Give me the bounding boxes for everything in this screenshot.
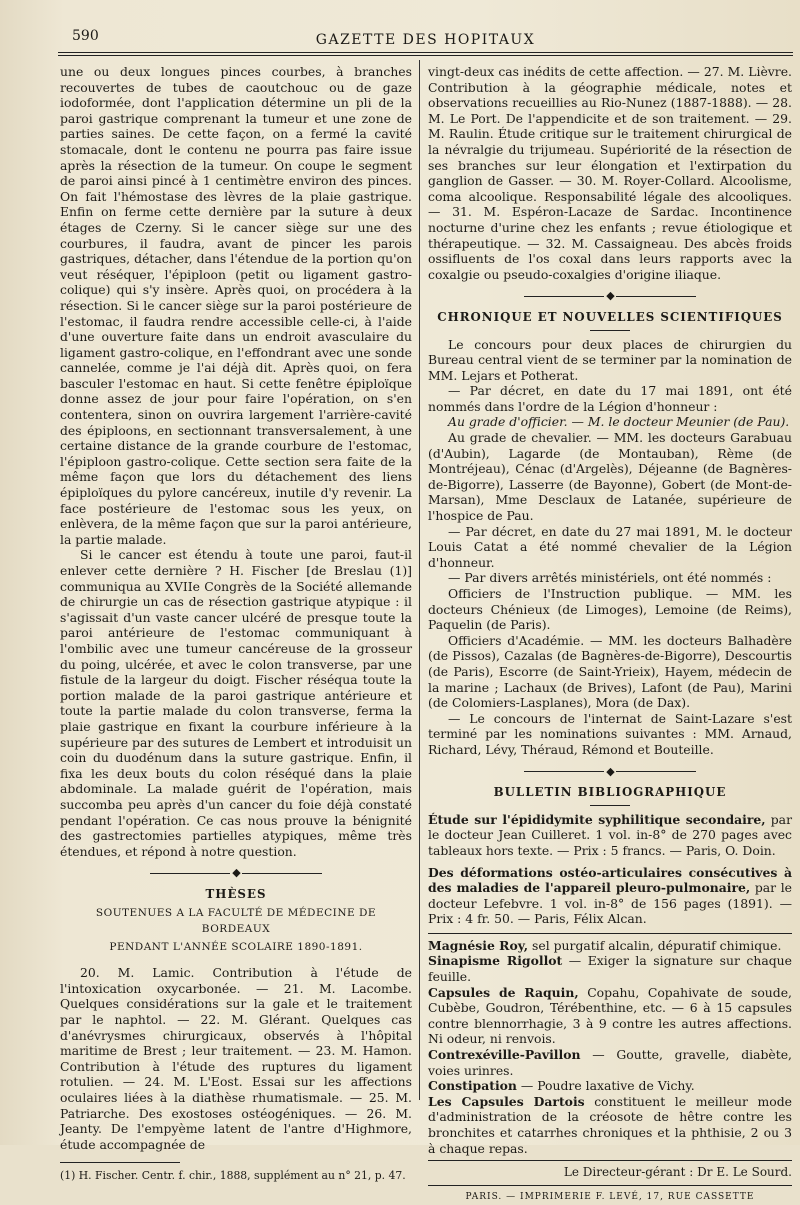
theses-continued: vingt-deux cas inédits de cette affection. — 27. M. Lièvre. Contribution à la géographie médicale, notes et observations recueillies au Rio-Nunez (1887-1888). — 28. M. Le Port. De l'appendicite et de son traitement. — 29. M. Raulin. Étude critique sur le traitement chirurgical de la névralgie du trijumeau. Supériorité de la résection de ses branches sur leur élongation et l'extirpation du ganglion de Gasser. — 30. M. Royer-Collard. Alcoolisme, coma alcoolique. Responsabilité légale des alcooliques. — 31. M. Espéron-Lacaze de Sardac. Incontinence nocturne d'urine chez les enfants ; revue étiologique et thérapeutique. — 32. M. Cassaigneau. Des abcès froids ossifluents de l'os coxal dans leurs rapports avec la coxalgie ou pseudo-coxalgies d'origine iliaque. <box>428 64 792 282</box>
theses-subtitle-year: PENDANT L'ANNÉE SCOLAIRE 1890-1891. <box>109 940 363 953</box>
news-item: — Par divers arrêtés ministériels, ont été nommés : <box>448 570 772 586</box>
advertisement: Les Capsules Dartois constituent le meilleur mode d'administration de la créosote de hêtre contre les bronchites et catarrhes chroniques et la phthisie, 2 ou 3 à chaque repas. <box>428 1093 792 1156</box>
header-rule <box>58 52 793 53</box>
news-item: — Le concours de l'internat de Saint-Lazare s'est terminé par les nominations suivantes : MM. Arnaud, Richard, Lévy, Théraud, Rémond et Bouteille. <box>428 710 792 757</box>
advertisement: Constipation — Poudre laxative de Vichy. <box>428 1078 695 1094</box>
news-item: Au grade d'officier. — M. le docteur Meunier (de Pau). <box>448 414 790 430</box>
footnote-rule <box>60 1162 180 1163</box>
section-title-chronique: CHRONIQUE ET NOUVELLES SCIENTIFIQUES <box>437 309 783 324</box>
news-item: Officiers d'Académie. — MM. les docteurs Balhadère (de Pissos), Cazalas (de Bagnères-de-Bigorre), Descourtis (de Paris), Escorre (de Saint-Yrieix), Hayem, médecin de la marine ; Lachaux (de Brives), Lafont (de Pau), Marini (de Colomiers-Lasplanes), Mora (de Dax). <box>428 632 792 711</box>
theses-subtitle: SOUTENUES A LA FACULTÉ DE MÉDECINE DE BORDEAUX <box>95 907 377 936</box>
news-item: Le concours pour deux places de chirurgien du Bureau central vient de se terminer par la nomination de MM. Lejars et Potherat. <box>428 336 792 383</box>
advertisement: Sinapisme Rigollot — Exiger la signature sur chaque feuille. <box>428 953 792 985</box>
left-column <box>60 64 412 1183</box>
footnote: (1) H. Fischer. Centr. f. chir., 1888, supplément au n° 21, p. 47. <box>60 1169 406 1183</box>
advertisement: Capsules de Raquin, Copahu, Copahivate de soude, Cubèbe, Goudron, Térébenthine, etc. — 6 à 15 capsules contre blennorrhagie, 3 à 9 contre les autres affections. Ni odeur, ni renvois. <box>428 984 792 1047</box>
article-paragraph: Si le cancer est étendu à toute une paroi, faut-il enlever cette dernière ? H. Fischer [de Breslau (1)] communiqua au XVIIe Congrès de la Société allemande de chirurgie un cas de résection gastrique atypique : il s'agissait d'un vaste cancer ulcéré de presque toute la paroi antérieure de l'estomac communiquant à l'ombilic avec une tumeur cancéreuse de la grosseur du poing, ulcérée, et avec le colon transverse, par une fistule de la largeur du doigt. Fischer réséqua toute la portion malade de la paroi gastrique antérieure et toute la partie malade du colon transverse, ferma la plaie gastrique en fixant la courbure inférieure à la supérieure par des sutures de Lembert et introduisit un coin du duodénum dans la suture gastrique. Enfin, il fixa les deux bouts du colon réséqué dans la plaie abdominale. La malade guérit de l'opération, mais succomba peu après d'un cancer du foie déjà constaté pendant l'opération. Ce cas nous prouve la bénignité des gastrectomies partielles atypiques, même très étendues, et répond à notre question. <box>60 547 412 859</box>
right-column <box>428 64 793 1202</box>
biblio-entry: Des déformations ostéo-articulaires consécutives à des maladies de l'appareil pleuro-pulmonaire, par le docteur Lefebvre. 1 vol. in-8° de 156 pages (1891). — Prix : 4 fr. 50. — Paris, Félix Alcan. <box>428 864 793 927</box>
signature-rule <box>428 1160 792 1161</box>
section-title-theses: THÈSES <box>205 886 267 901</box>
advertisement: Contrexéville-Pavillon — Goutte, gravelle, diabète, voies urinres. <box>428 1047 792 1078</box>
biblio-title: Des déformations ostéo-articulaires consécutives à des maladies de l'appareil pleuro-pulmonaire, <box>428 864 792 896</box>
printer-rule <box>428 1185 792 1186</box>
signature: Le Directeur-gérant : Dr E. Le Sourd. <box>563 1165 792 1180</box>
article-paragraph: une ou deux longues pinces courbes, à branches recouvertes de tubes de caoutchouc ou de gaze iodoformée, dont l'application détermine un pli de la paroi gastrique comprenant la tumeur et une zone de parties saines. De cette façon, on a fermé la cavité stomacale, dont le contenu ne pourra pas faire issue après la résection de la tumeur. On coupe le segment de paroi ainsi pincé à 1 centimètre environ des pinces. On fait l'hémostase des lèvres de la plaie gastrique. Enfin on ferme cette dernière par la suture à deux étages de Czerny. Si le cancer siège sur une des courbures, il faudra, avant de pincer les parois gastriques, détacher, dans l'étendue de la portion qu'on veut réséquer, l'épiploon (petit ou ligament gastro-colique) qui s'y insère. Après quoi, on procédera à la résection. Si le cancer siège sur la paroi postérieure de l'estomac, il faudra rendre accessible celle-ci, à l'aide d'une ouverture faite dans un endroit avasculaire du ligament gastro-colique, en l'effondrant avec une sonde cannelée, comme je l'ai déjà dit. Après quoi, on fera basculer l'estomac en haut. Si cette fenêtre épiploïque donne assez de jour pour faire l'opération, on s'en contentera, sinon on ouvrira largement l'arrière-cavité des épiploons, en sectionnant transversalement, à une certaine distance de la grande courbure de l'estomac, l'épiploon gastro-colique. Cette section sera faite de la même façon que lors du détachement des liens épiploïques du pylore cancéreux, inutile d'y revenir. La face postérieure de l'estomac sous les yeux, on enlèvera, de la même façon que sur la paroi antérieure, la partie malade. <box>60 64 412 547</box>
section-ornament: ◆ <box>428 764 792 780</box>
running-title: GAZETTE DES HOPITAUX <box>315 32 536 48</box>
biblio-entry: Étude sur l'épididymite syphilitique secondaire, par le docteur Jean Cuilleret. 1 vol. in-8° de 270 pages avec tableaux hors texte. — Prix : 5 francs. — Paris, O. Doin. <box>428 811 792 858</box>
ads-rule <box>428 933 792 934</box>
section-ornament: ◆ <box>428 288 792 304</box>
page-header <box>58 24 793 58</box>
news-item: Officiers de l'Instruction publique. — MM. les docteurs Chénieux (de Limoges), Lemoine (de Reims), Paquelin (de Paris). <box>428 586 792 633</box>
section-title-bulletin: BULLETIN BIBLIOGRAPHIQUE <box>493 785 727 800</box>
page-number: 590 <box>72 28 99 44</box>
column-divider <box>419 60 420 1100</box>
theses-list: 20. M. Lamic. Contribution à l'étude de l'intoxication oxycarbonée. — 21. M. Lacombe. Quelques considérations sur la gale et le traitement par le naphtol. — 22. M. Glérant. Quelques cas d'anévrysmes chirurgicaux, observés à l'hôpital maritime de Brest ; leur traitement. — 23. M. Hamon. Contribution à l'étude des ruptures du ligament rotulien. — 24. M. L'Eost. Essai sur les affections oculaires liées à la diathèse rhumatismale. — 25. M. Patriarche. Des exostoses ostéogéniques. — 26. M. Jeanty. De l'empyème latent de l'antre d'Highmore, étude accompagnée de <box>60 965 412 1152</box>
news-item: — Par décret, en date du 27 mai 1891, M. le docteur Louis Catat a été nommé chevalier de la Légion d'honneur. <box>428 523 792 570</box>
biblio-title: Étude sur l'épididymite syphilitique secondaire, <box>428 811 766 827</box>
header-rule-thin <box>58 55 793 56</box>
printer-line: PARIS. — IMPRIMERIE F. LEVÉ, 17, RUE CASSETTE <box>465 1191 755 1202</box>
section-ornament: ◆ <box>60 865 412 881</box>
news-item: Au grade de chevalier. — MM. les docteurs Garabuau (d'Aubin), Lagarde (de Montauban), Rème (de Montréjeau), Cénac (d'Argelès), Déjeanne (de Bagnères-de-Bigorre), Lasserre (de Bayonne), Gobert (de Mont-de-Marsan), Mme Desclaux de Latanée, supérieure de l'hospice de Pau. <box>428 430 792 524</box>
advertisement: Magnésie Roy, sel purgatif alcalin, dépuratif chimique. <box>428 937 782 953</box>
news-item: — Par décret, en date du 17 mai 1891, ont été nommés dans l'ordre de la Légion d'honneur : <box>428 383 792 414</box>
